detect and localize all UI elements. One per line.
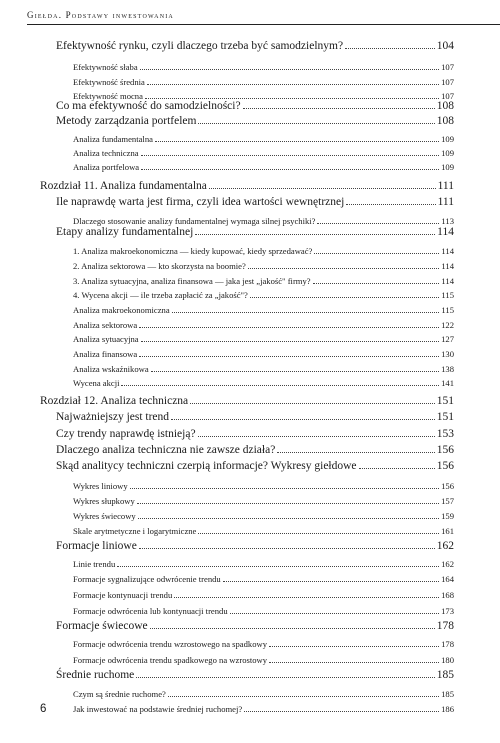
- toc-entry-title: Formacje liniowe: [56, 540, 137, 552]
- dot-leader: [269, 657, 439, 663]
- toc-entry-title: Etapy analizy fundamentalnej: [56, 226, 194, 238]
- subsection-entry: [73, 320, 454, 330]
- dot-leader: [250, 292, 440, 298]
- subsection-entry: [73, 378, 454, 388]
- toc-entry-page: 107: [441, 91, 454, 101]
- toc-entry-page: 157: [441, 496, 454, 506]
- dot-leader: [117, 561, 439, 567]
- dot-leader: [198, 429, 435, 437]
- toc-entry-page: 178: [441, 639, 454, 649]
- subsection-entry: [73, 134, 454, 144]
- section-entry: [56, 540, 454, 552]
- toc-entry-page: 114: [441, 246, 454, 256]
- toc-entry-page: 164: [441, 574, 454, 584]
- toc-entry-title: Co ma efektywność do samodzielności?: [56, 100, 241, 112]
- section-entry: [56, 226, 454, 238]
- toc-entry-title: Rozdział 11. Analiza fundamentalna: [40, 180, 207, 192]
- toc-entry-title: Średnie ruchome: [56, 669, 135, 681]
- dot-leader: [151, 366, 439, 372]
- running-head: Giełda. Podstawy inwestowania: [27, 10, 174, 20]
- toc-entry-title: Analiza finansowa: [73, 349, 138, 359]
- toc-entry-page: 111: [437, 180, 454, 192]
- toc-entry-title: Analiza sektorowa: [73, 320, 138, 330]
- toc-entry-page: 113: [441, 216, 454, 226]
- subsection-entry: [73, 305, 454, 315]
- dot-leader: [195, 227, 435, 235]
- toc-entry-page: 156: [436, 444, 454, 456]
- toc-entry-page: 138: [441, 364, 454, 374]
- dot-leader: [314, 248, 439, 254]
- toc-entry-title: Czym są średnie ruchome?: [73, 689, 166, 699]
- toc-entry-title: Analiza wskaźnikowa: [73, 364, 149, 374]
- toc-entry-page: 173: [441, 606, 454, 616]
- subsection-entry: [73, 526, 454, 536]
- toc-entry-page: 168: [441, 590, 454, 600]
- subsection-entry: [73, 590, 454, 600]
- subsection-entry: [73, 62, 454, 72]
- toc-entry-page: 108: [436, 115, 454, 127]
- dot-leader: [139, 322, 439, 328]
- subsection-entry: [73, 290, 454, 300]
- dot-leader: [230, 608, 439, 614]
- dot-leader: [168, 691, 439, 697]
- dot-leader: [277, 445, 434, 453]
- subsection-entry: [73, 606, 454, 616]
- toc-entry-page: 111: [437, 196, 454, 208]
- dot-leader: [155, 136, 439, 142]
- toc-entry-page: 156: [441, 481, 454, 491]
- toc-entry-page: 109: [441, 162, 454, 172]
- dot-leader: [141, 150, 440, 156]
- toc-entry-page: 114: [441, 261, 454, 271]
- subsection-entry: [73, 246, 454, 256]
- dot-leader: [269, 641, 439, 647]
- toc-entry-title: Ile naprawdę warta jest firma, czyli idea wartości wewnętrznej: [56, 196, 345, 208]
- dot-leader: [209, 181, 436, 189]
- toc-entry-title: Najważniejszy jest trend: [56, 411, 170, 423]
- toc-entry-title: 3. Analiza sytuacyjna, analiza finansowa — jaka jest „jakość" firmy?: [73, 276, 311, 286]
- toc-entry-title: Wykres świecowy: [73, 511, 136, 521]
- subsection-entry: [73, 689, 454, 699]
- toc-entry-page: 114: [441, 276, 454, 286]
- subsection-entry: [73, 559, 454, 569]
- toc-entry-page: 178: [436, 620, 454, 632]
- subsection-entry: [73, 481, 454, 491]
- subsection-entry: [73, 216, 454, 226]
- subsection-entry: [73, 496, 454, 506]
- toc-entry-title: 2. Analiza sektorowa — kto skorzysta na boomie?: [73, 261, 246, 271]
- toc-entry-page: 107: [441, 62, 454, 72]
- toc-entry-page: 127: [441, 334, 454, 344]
- toc-entry-title: Formacje odwrócenia trendu spadkowego na wzrostowy: [73, 655, 268, 665]
- toc-entry-page: 153: [436, 428, 454, 440]
- dot-leader: [172, 307, 440, 313]
- toc-entry-title: Czy trendy naprawdę istnieją?: [56, 428, 196, 440]
- toc-entry-title: Dlaczego analiza techniczna nie zawsze działa?: [56, 444, 276, 456]
- toc-entry-page: 151: [436, 395, 454, 407]
- toc-entry-title: Jak inwestować na podstawie średniej ruchomej?: [73, 704, 243, 714]
- section-entry: [56, 196, 454, 208]
- toc-entry-title: Analiza sytuacyjna: [73, 334, 139, 344]
- dot-leader: [317, 218, 439, 224]
- dot-leader: [198, 528, 439, 534]
- toc-entry-title: 1. Analiza makroekonomiczna — kiedy kupować, kiedy sprzedawać?: [73, 246, 313, 256]
- dot-leader: [140, 64, 439, 70]
- toc-entry-page: 161: [441, 526, 454, 536]
- toc-entry-title: Efektywność rynku, czyli dlaczego trzeba być samodzielnym?: [56, 40, 344, 52]
- toc-entry-title: Wykres liniowy: [73, 481, 128, 491]
- dot-leader: [346, 197, 435, 205]
- toc-entry-page: 104: [436, 40, 454, 52]
- toc-entry-title: Analiza techniczna: [73, 148, 139, 158]
- toc-entry-title: Formacje sygnalizujące odwrócenie trendu: [73, 574, 221, 584]
- toc-entry-page: 162: [441, 559, 454, 569]
- subsection-entry: [73, 574, 454, 584]
- toc-entry-title: Skąd analitycy techniczni czerpią informacje? Wykresy giełdowe: [56, 460, 357, 472]
- dot-leader: [248, 263, 440, 269]
- toc-entry-page: 186: [441, 704, 454, 714]
- toc-entry-page: 141: [441, 378, 454, 388]
- toc-entry-page: 114: [437, 226, 454, 238]
- dot-leader: [345, 41, 435, 49]
- subsection-entry: [73, 276, 454, 286]
- toc-entry-page: 122: [441, 320, 454, 330]
- toc-entry-page: 108: [436, 100, 454, 112]
- toc-entry-title: Efektywność mocna: [73, 91, 143, 101]
- subsection-entry: [73, 334, 454, 344]
- toc-entry-page: 185: [436, 669, 454, 681]
- toc-entry-page: 151: [436, 411, 454, 423]
- chapter-entry: [40, 395, 454, 407]
- toc-entry-page: 180: [441, 655, 454, 665]
- toc-entry-title: Skale arytmetyczne i logarytmiczne: [73, 526, 197, 536]
- subsection-entry: [73, 364, 454, 374]
- section-entry: [56, 40, 454, 52]
- chapter-entry: [40, 180, 454, 192]
- subsection-entry: [73, 704, 454, 714]
- subsection-entry: [73, 639, 454, 649]
- dot-leader: [198, 116, 434, 124]
- toc-entry-page: 130: [441, 349, 454, 359]
- toc-entry-page: 107: [441, 77, 454, 87]
- toc-entry-title: Dlaczego stosowanie analizy fundamentalnej wymaga silnej psychiki?: [73, 216, 316, 226]
- section-entry: [56, 100, 454, 112]
- toc-entry-title: Analiza portfelowa: [73, 162, 140, 172]
- dot-leader: [223, 576, 439, 582]
- toc-entry-title: 4. Wycena akcji — ile trzeba zapłacić za „jakość"?: [73, 290, 248, 300]
- dot-leader: [141, 164, 439, 170]
- toc-entry-page: 115: [441, 305, 454, 315]
- toc-entry-title: Efektywność słaba: [73, 62, 138, 72]
- toc-entry-title: Wycena akcji: [73, 378, 120, 388]
- dot-leader: [138, 513, 439, 519]
- dot-leader: [190, 396, 435, 404]
- subsection-entry: [73, 148, 454, 158]
- dot-leader: [121, 380, 439, 386]
- dot-leader: [139, 351, 439, 357]
- section-entry: [56, 460, 454, 472]
- toc-entry-title: Analiza makroekonomiczna: [73, 305, 170, 315]
- toc-entry-title: Linie trendu: [73, 559, 116, 569]
- subsection-entry: [73, 162, 454, 172]
- dot-leader: [145, 93, 439, 99]
- toc-entry-title: Rozdział 12. Analiza techniczna: [40, 395, 189, 407]
- dot-leader: [130, 483, 439, 489]
- toc-entry-title: Formacje świecowe: [56, 620, 148, 632]
- toc-entry-title: Metody zarządzania portfelem: [56, 115, 197, 127]
- section-entry: [56, 669, 454, 681]
- toc-entry-page: 156: [436, 460, 454, 472]
- toc-entry-page: 185: [441, 689, 454, 699]
- section-entry: [56, 115, 454, 127]
- subsection-entry: [73, 655, 454, 665]
- dot-leader: [313, 278, 440, 284]
- section-entry: [56, 428, 454, 440]
- section-entry: [56, 411, 454, 423]
- dot-leader: [136, 670, 435, 678]
- dot-leader: [244, 706, 439, 712]
- dot-leader: [137, 498, 439, 504]
- dot-leader: [243, 101, 435, 109]
- toc-entry-title: Efektywność średnia: [73, 77, 145, 87]
- subsection-entry: [73, 77, 454, 87]
- section-entry: [56, 444, 454, 456]
- toc-entry-page: 115: [441, 290, 454, 300]
- toc-entry-page: 109: [441, 148, 454, 158]
- toc-entry-page: 109: [441, 134, 454, 144]
- toc-entry-title: Formacje odwrócenia trendu wzrostowego na spadkowy: [73, 639, 268, 649]
- dot-leader: [147, 79, 439, 85]
- section-entry: [56, 620, 454, 632]
- page-number: 6: [40, 703, 47, 715]
- dot-leader: [141, 336, 439, 342]
- toc-entry-title: Analiza fundamentalna: [73, 134, 153, 144]
- toc-entry-title: Formacje kontynuacji trendu: [73, 590, 173, 600]
- toc-entry-page: 162: [436, 540, 454, 552]
- dot-leader: [139, 541, 435, 549]
- toc-entry-page: 159: [441, 511, 454, 521]
- dot-leader: [359, 461, 435, 469]
- dot-leader: [174, 592, 439, 598]
- toc-entry-title: Formacje odwrócenia lub kontynuacji trendu: [73, 606, 228, 616]
- subsection-entry: [73, 261, 454, 271]
- subsection-entry: [73, 511, 454, 521]
- dot-leader: [171, 412, 435, 420]
- dot-leader: [150, 621, 435, 629]
- subsection-entry: [73, 349, 454, 359]
- toc-entry-title: Wykres słupkowy: [73, 496, 135, 506]
